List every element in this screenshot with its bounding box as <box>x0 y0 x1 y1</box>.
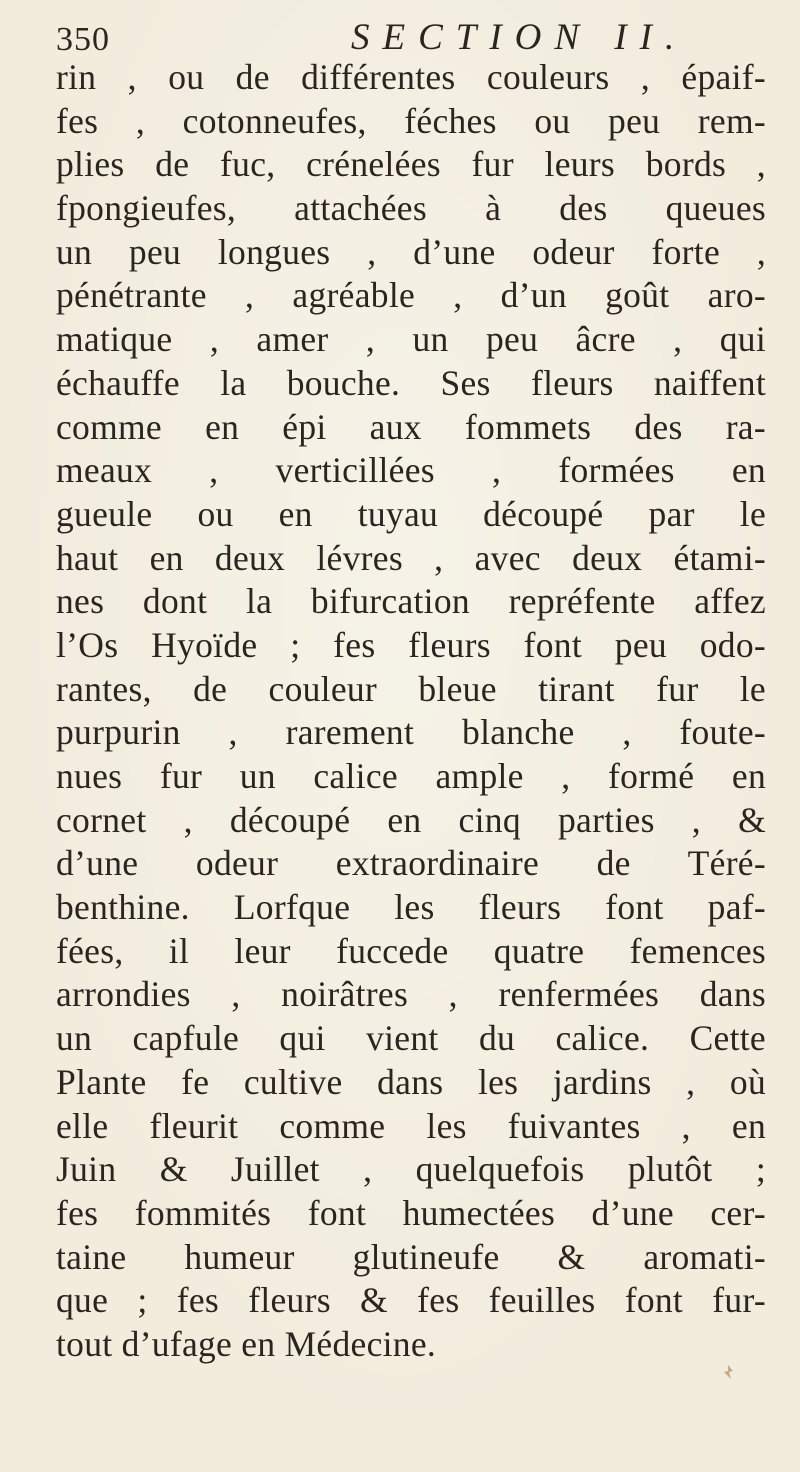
text-line: l’Os Hyoïde ; fes fleurs font peu odo- <box>56 624 766 665</box>
text-line: pénétrante , agréable , d’un goût aro- <box>56 275 766 316</box>
text-line: rin , ou de différentes couleurs , épaif- <box>56 57 766 97</box>
text-line: haut en deux lévres , avec deux étami- <box>56 537 766 578</box>
text-line: purpurin , rarement blanche , foute- <box>56 712 766 753</box>
text-line: rantes, de couleur bleue tirant fur le <box>56 668 766 709</box>
text-line: échauffe la bouche. Ses fleurs naiffent <box>56 362 766 403</box>
text-line: tout d’ufage en Médecine. <box>56 1323 437 1364</box>
text-line: d’une odeur extraordinaire de Téré- <box>56 843 766 884</box>
text-line: benthine. Lorfque les fleurs font paf- <box>56 887 766 928</box>
text-line: fpongieufes, attachées à des queues <box>56 188 766 229</box>
page-header <box>56 14 756 62</box>
running-head: SECTION II. <box>351 17 688 58</box>
text-line: elle fleurit comme les fuivantes , en <box>56 1105 766 1146</box>
text-line: un capfule qui vient du calice. Cette <box>56 1018 766 1059</box>
ink-mark-icon <box>720 1364 736 1380</box>
text-line: fées, il leur fuccede quatre femences <box>56 930 766 971</box>
text-line: un peu longues , d’une odeur forte , <box>56 231 766 272</box>
text-line: que ; fes fleurs & fes feuilles font fur- <box>56 1280 766 1321</box>
text-line: nes dont la bifurcation repréfente affez <box>56 581 766 622</box>
text-line: meaux , verticillées , formées en <box>56 450 766 491</box>
text-line: taine humeur glutineufe & aromati- <box>56 1236 766 1277</box>
text-line: fes fommités font humectées d’une cer- <box>56 1192 766 1233</box>
text-line: fes , cotonneufes, féches ou peu rem- <box>56 100 766 141</box>
text-line: Juin & Juillet , quelquefois plutôt ; <box>56 1149 766 1190</box>
text-line: gueule ou en tuyau découpé par le <box>56 493 766 534</box>
page-number: 350 <box>56 21 110 58</box>
text-line: matique , amer , un peu âcre , qui <box>56 319 766 360</box>
text-line: nues fur un calice ample , formé en <box>56 756 766 796</box>
body-text <box>56 56 766 1367</box>
text-line: Plante fe cultive dans les jardins , où <box>56 1061 766 1102</box>
text-line: comme en épi aux fommets des ra- <box>56 406 766 447</box>
text-line: arrondies , noirâtres , renfermées dans <box>56 974 766 1015</box>
text-line: cornet , découpé en cinq parties , & <box>56 799 766 840</box>
text-line: plies de fuc, crénelées fur leurs bords , <box>56 144 766 185</box>
